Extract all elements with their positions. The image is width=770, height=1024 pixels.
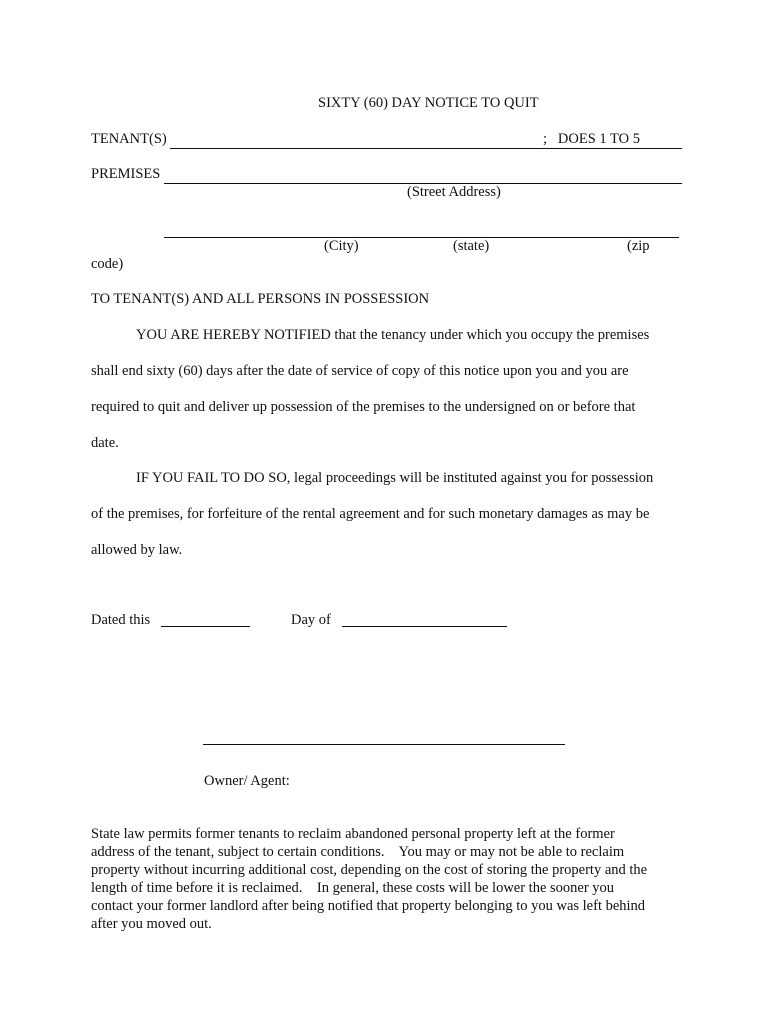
paragraph-line: required to quit and deliver up possession of the premises to the undersigned on or before that — [91, 399, 636, 415]
zip-caption: (zip — [627, 238, 650, 254]
footer-line: property without incurring additional cost, depending on the cost of storing the property and the — [91, 862, 648, 878]
footer-notice — [91, 825, 691, 933]
paragraph-line: date. — [91, 435, 119, 451]
page-title: SIXTY (60) DAY NOTICE TO QUIT — [318, 95, 539, 111]
paragraph-line: YOU ARE HEREBY NOTIFIED that the tenancy under which you occupy the premises — [136, 327, 650, 343]
dated-day-field[interactable] — [161, 626, 250, 627]
code-caption: code) — [91, 256, 124, 272]
paragraph-line: IF YOU FAIL TO DO SO, legal proceedings will be instituted against you for possession — [136, 470, 654, 486]
dated-label: Dated this — [91, 612, 151, 628]
footer-line: after you moved out. — [91, 916, 212, 932]
city-caption: (City) — [324, 238, 359, 254]
street-address-caption: (Street Address) — [407, 184, 501, 200]
premises-label: PREMISES — [91, 166, 161, 182]
footer-line: length of time before it is reclaimed. In general, these costs will be lower the sooner you — [91, 880, 615, 896]
owner-agent-label: Owner/ Agent: — [204, 773, 290, 789]
paragraph-line: allowed by law. — [91, 542, 183, 558]
tenant-label: TENANT(S) — [91, 131, 167, 147]
paragraph-line: shall end sixty (60) days after the date of service of copy of this notice upon you and you are — [91, 363, 629, 379]
footer-line: contact your former landlord after being notified that property belonging to you was left behind — [91, 898, 646, 914]
state-caption: (state) — [453, 238, 490, 254]
signature-line[interactable] — [203, 744, 565, 745]
notice-paragraph-2 — [91, 460, 691, 568]
does-label: ; DOES 1 TO 5 — [543, 131, 640, 147]
footer-line: address of the tenant, subject to certain conditions. You may or may not be able to reclaim — [91, 844, 625, 860]
month-field[interactable] — [342, 626, 507, 627]
city-state-zip-field[interactable] — [164, 237, 679, 238]
day-of-label: Day of — [291, 612, 331, 628]
notice-paragraph-1 — [91, 317, 691, 461]
tenant-field[interactable] — [170, 148, 682, 149]
addressee-line: TO TENANT(S) AND ALL PERSONS IN POSSESSION — [91, 291, 430, 307]
footer-line: State law permits former tenants to reclaim abandoned personal property left at the former — [91, 826, 615, 842]
paragraph-line: of the premises, for forfeiture of the rental agreement and for such monetary damages as may be — [91, 506, 650, 522]
